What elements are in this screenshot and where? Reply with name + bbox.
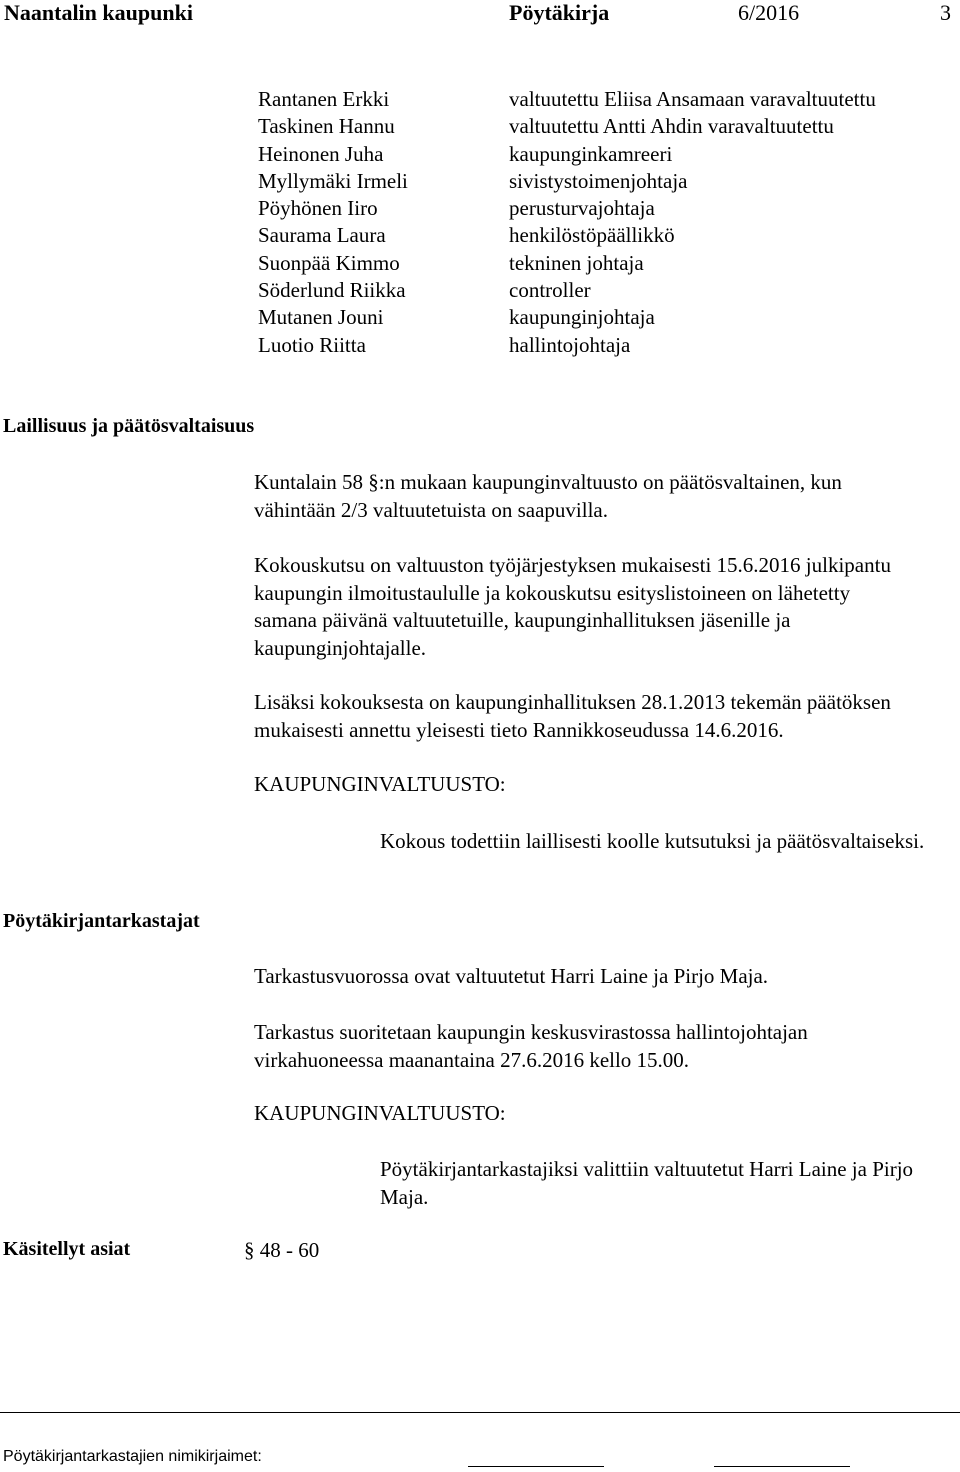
header-number: 6/2016 (738, 0, 800, 25)
tarkastajat-decision: Pöytäkirjantarkastajiksi valittiin valtuutetut Harri Laine ja Pirjo Maja. (380, 1157, 914, 1209)
tarkastajat-paragraph-2: Tarkastus suoritetaan kaupungin keskusvirastossa hallintojohtajan virkahuoneessa maanantaina 27.6.2016 kello 15.00. (254, 1020, 808, 1072)
tarkastajat-paragraph-1: Tarkastusvuorossa ovat valtuutetut Harri Laine ja Pirjo Maja. (254, 964, 769, 988)
attendee-role: controller (509, 278, 591, 303)
laillisuus-decision: Kokous todettiin laillisesti koolle kutsutuksi ja päätösvaltaiseksi. (380, 829, 925, 853)
laillisuus-paragraph-2: Kokouskutsu on valtuuston työjärjestyksen mukaisesti 15.6.2016 julkipantu kaupungin ilmoitustaululle ja kokouskutsu esityslistoineen on lähetetty samana päivänä valtuutetuille, kaupunginhallituksen jäsenille ja kaupunginjohtajalle. (254, 553, 891, 660)
signature-line (468, 1466, 604, 1467)
attendee-name: Suonpää Kimmo (258, 250, 400, 275)
header-city: Naantalin kaupunki (4, 0, 193, 25)
attendee-role: sivistystoimenjohtaja (509, 168, 688, 193)
attendee-role: valtuutettu Antti Ahdin varavaltuutettu (509, 114, 834, 139)
header-doc-type: Pöytäkirja (509, 0, 610, 25)
attendee-role: henkilöstöpäällikkö (509, 223, 675, 248)
attendee-role: perusturvajohtaja (509, 196, 655, 221)
attendee-name: Taskinen Hannu (258, 114, 395, 139)
attendee-name: Rantanen Erkki (258, 87, 390, 111)
header-page-number: 3 (940, 0, 951, 25)
footer-divider (0, 1412, 960, 1413)
kasitellyt-value: § 48 - 60 (244, 1238, 320, 1262)
attendee-name: Heinonen Juha (258, 141, 384, 166)
section-heading-laillisuus: Laillisuus ja päätösvaltaisuus (3, 415, 255, 437)
attendee-role: tekninen johtaja (509, 250, 644, 275)
attendee-role: hallintojohtaja (509, 332, 631, 357)
attendee-names (258, 86, 408, 359)
laillisuus-body-label: KAUPUNGINVALTUUSTO: (254, 772, 506, 796)
attendee-role: kaupunginjohtaja (509, 305, 655, 330)
section-heading-kasitellyt: Käsitellyt asiat (3, 1238, 131, 1260)
laillisuus-paragraph-3: Lisäksi kokouksesta on kaupunginhallituksen 28.1.2013 tekemän päätöksen mukaisesti annettu yleisesti tieto Rannikkoseudussa 14.6.2016. (254, 690, 891, 742)
signature-line (714, 1466, 850, 1467)
attendee-name: Mutanen Jouni (258, 305, 384, 330)
tarkastajat-body-label: KAUPUNGINVALTUUSTO: (254, 1101, 506, 1125)
attendee-role: kaupunginkamreeri (509, 141, 673, 166)
attendee-name: Saurama Laura (258, 223, 386, 248)
section-heading-tarkastajat: Pöytäkirjantarkastajat (3, 910, 200, 932)
signature-label: Pöytäkirjantarkastajien nimikirjaimet: (3, 1448, 262, 1465)
laillisuus-paragraph-1: Kuntalain 58 §:n mukaan kaupunginvaltuusto on päätösvaltainen, kun vähintään 2/3 valtuutetuista on saapuvilla. (254, 470, 842, 522)
attendee-name: Luotio Riitta (258, 332, 366, 357)
attendee-name: Pöyhönen Iiro (258, 196, 378, 221)
attendee-name: Myllymäki Irmeli (258, 168, 408, 193)
attendee-name: Söderlund Riikka (258, 278, 406, 303)
attendee-role: valtuutettu Eliisa Ansamaan varavaltuutettu (509, 87, 876, 111)
attendee-roles (509, 86, 876, 359)
